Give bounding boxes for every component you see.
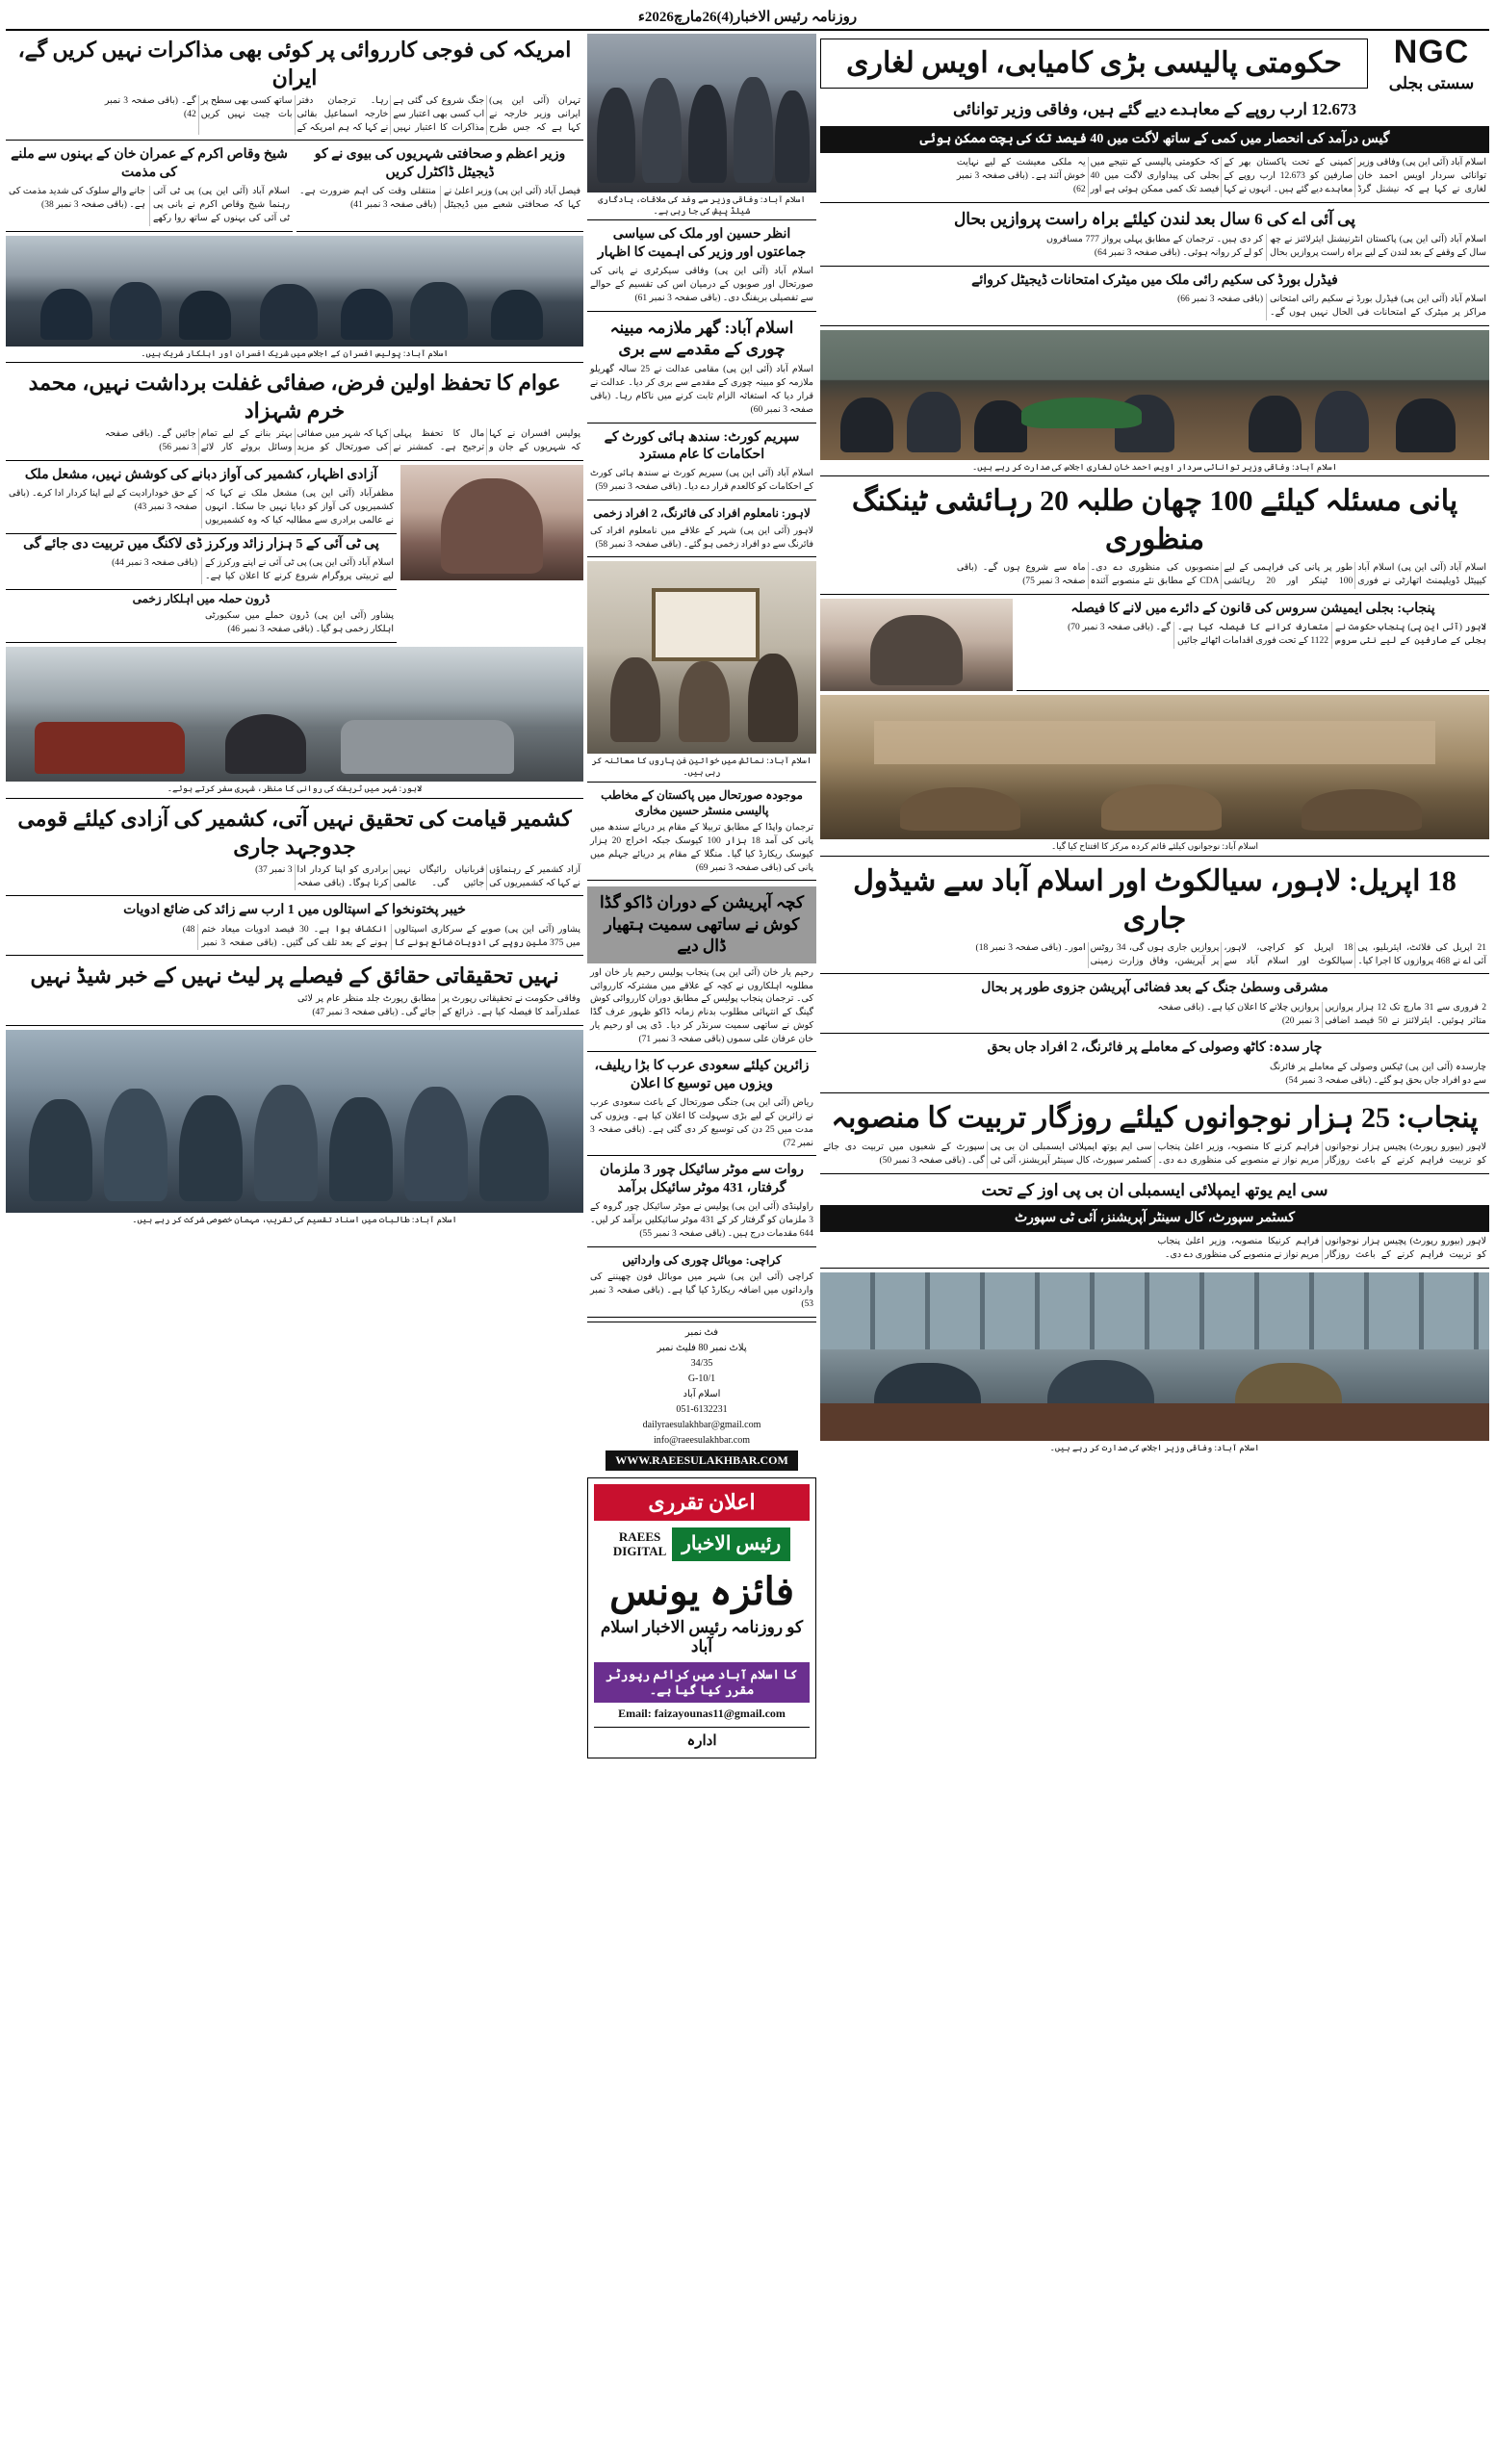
lead-head-row [820, 34, 1489, 96]
headline: روات سے موٹر سائیکل چور 3 ملزمان گرفتار، 431 موٹر سائیکل برآمد [600, 1163, 804, 1195]
story-body: رحیم یار خان (آئی این پی) پنجاب پولیس رحیم یار خان اور مطلوبہ اہلکاروں نے کچہ کے علاقے میں مشترکہ کارروائی کی۔ ترجمان پنجاب پولیس کے مطابق دوران کارروائی کوش گینگ کے انتہائی مطلوب بدنام زمانہ ڈاکو ظہور عرف گڈا کوش نے ساتھی سمیت سرنڈر کر دیا۔ ڈی پی او رحیم یار خان عرفان علی سموں (باقی صفحہ 3 نمبر 71) [590, 967, 813, 1044]
row-kp-hospital [6, 900, 583, 956]
lead-body: اسلام آباد (آئی این پی) وفاقی وزیر توانائی سردار اویس احمد خان لغاری نے کہا ہے کہ نیشنل گرڈ کمپنی کے تحت پاکستان بھر کے صارفین کو 12.673 ارب روپے کے معاہدے دیے گئے ہیں۔ انہوں نے کہا کہ حکومتی پالیسی کے نتیجے میں بجلی کی پیداواری لاگت میں 40 فیصد تک کمی ممکن ہوئی ہے اور یہ ملکی معیشت کے لیے نہایت خوش آئند ہے۔ (باقی صفحہ 3 نمبر 62) [956, 158, 1486, 194]
story-body: پولیس افسران نے کہا کہ شہریوں کے جان و مال کا تحفظ پہلی ترجیح ہے۔ کمشنر نے کہا کہ شہر میں صفائی کی صورتحال کو مزید بہتر بنانے کے لیے تمام وسائل بروئے کار لائے جائیں گے۔ (باقی صفحہ 3 نمبر 56) [104, 429, 580, 453]
contact-email-2[interactable]: info@raeesulakhbar.com [653, 1434, 750, 1446]
photo-caption: اسلام آباد: طالبات میں اسناد تقسیم کی تقریب، مہمان خصوصی شرکت کر رہے ہیں۔ [132, 1214, 457, 1224]
story-body: وفاقی حکومت نے تحقیقاتی رپورٹ پر عملدرآمد کا فیصلہ کیا ہے۔ ذرائع کے مطابق رپورٹ جلد منظر عام پر لائی جائے گی۔ (باقی صفحہ 3 نمبر 47) [297, 994, 580, 1018]
lead-subhead: 12.673 ارب روپے کے معاہدے دیے گئے ہیں، وفاقی وزیر توانائی [952, 100, 1357, 119]
headline: چار سدہ: کاٹھ وصولی کے معاملے پر فائرنگ، 2 افراد جاں بحق [987, 1040, 1323, 1056]
story-body: 21 اپریل کی فلائٹ، ایئربلیو، پی آئی اے نے 468 پروازوں کا اجرا کیا۔ 18 اپریل کو کراچی، لاہور، سیالکوٹ اور اسلام آباد سے پروازیں جاری ہوں گی، 34 روٹس پر آپریشن، وفاق وزارت زمینی امور۔ (باقی صفحہ 3 نمبر 18) [975, 942, 1486, 966]
story-body: اسلام آباد (آئی این پی) فیڈرل بورڈ نے سکیم رائی امتحانی مراکز پر میٹرک کے امتحانات فی الحال نہیں ہوں گے۔ (باقی صفحہ 3 نمبر 66) [1177, 295, 1486, 318]
photo-group-shield [587, 34, 816, 192]
headline: سی ایم یوتھ ایمپلائی ایسمبلی ان بی پی اوز کے تحت [981, 1180, 1328, 1199]
ad-email[interactable] [594, 1707, 810, 1721]
story-body: راولپنڈی (آئی این پی) پولیس نے موٹر سائیکل چور گروہ کے 3 ملزمان کو گرفتار کر کے 431 موٹر سائیکلیں برآمد کر لیں۔ 644 مقدمات درج ہیں۔ (باقی صفحہ 3 نمبر 55) [590, 1202, 813, 1239]
ad-title: اعلان تقرری [594, 1484, 810, 1521]
photo-figures [820, 695, 1489, 839]
story-theft-case [587, 316, 816, 424]
headline: نہیں تحقیقاتی حقائق کے فیصلے پر لیٹ نہیں کے خبر شیڈ نہیں [30, 963, 559, 988]
ad-person-name: فائزہ یونس [609, 1569, 794, 1613]
ad-role-line-1: کو روزنامہ رئیس الاخبار اسلام آباد [600, 1617, 804, 1656]
headline: 18 اپریل: لاہور، سیالکوٹ اور اسلام آباد سے شیڈول جاری [853, 864, 1456, 936]
headline: مشرقی وسطیٰ جنگ کے بعد فضائی آپریشن جزوی طور پر بحال [981, 981, 1328, 996]
contact-line-2: پلاٹ نمبر 80 فلیٹ نمبر [657, 1342, 747, 1353]
story-kashmir-azadi [6, 465, 397, 534]
ad-role-line-2: کا اسلام آباد میں کرائم رپورٹر مقرر کیا گیا ہے۔ [594, 1662, 810, 1703]
story-body: ریاض (آئی این پی) جنگی صورتحال کے باعث سعودی عرب نے زائرین کے لیے بڑی سہولت کا اعلان کیا ہے۔ ویزوں کی مدت میں 25 دن کی توسیع کر دی گئی ہے۔ (باقی صفحہ 3 نمبر 72) [590, 1098, 813, 1148]
story-awam-relief [6, 367, 583, 461]
photo-lady-portrait [400, 465, 583, 580]
story-body: اسلام آباد (آئی این پی) مقامی عدالت نے 25 سالہ گھریلو ملازمہ کو مبینہ چوری کے مقدمے سے بری کر دیا۔ عدالت نے قرار دیا کہ استغاثہ الزام ثابت کرنے میں ناکام رہا۔ (باقی صفحہ 3 نمبر 60) [590, 365, 813, 415]
photo-street-traffic [6, 647, 583, 782]
row-punjab-assembly [820, 599, 1489, 691]
contact-block [587, 1322, 816, 1474]
story-pti-5000 [6, 534, 397, 590]
ad-logo-digital-text: DIGITAL [612, 1544, 667, 1559]
headline: خیبر پختونخوا کے اسپتالوں میں 1 ارب سے زائد کی ضائع ادویات [123, 903, 466, 918]
ngc-logo-text: NGC [1393, 34, 1470, 70]
photo-art-gallery [587, 561, 816, 754]
story-body: لاہور (بیورو رپورٹ) پچیس ہزار نوجوانوں کو تربیت فراہم کرنے کے باعث روزگار فراہم کرنے کا منصوبہ، وزیر اعلیٰ پنجاب مریم نواز نے منصوبے کی منظوری دے دی۔ سی ایم یوتھ ایمپلائی ایسمبلی ان بی پی کسٹمر سپورٹ، کال سینٹر آپریشنز، آئی ٹی سپورٹ کے شعبوں میں تربیت دی جائے گی۔ (باقی صفحہ 3 نمبر 50) [823, 1142, 1486, 1166]
photo-figures [587, 561, 816, 754]
contact-phone[interactable]: 051-6132231 [676, 1403, 728, 1415]
headline-banner [587, 886, 816, 962]
headline: پانی مسئلہ کیلئے 100 چھان طلبہ 20 رہائشی ٹینکنگ منظوری [851, 485, 1458, 555]
headline: انظر حسین اور ملک کی سیاسی جماعتوں اور وزیر کی اہمیت کا اظہار [597, 227, 807, 260]
story-cda-100 [820, 480, 1489, 595]
photo-figures [820, 330, 1489, 460]
story-afghan-war [820, 978, 1489, 1034]
headline: عوام کا تحفظ اولین فرض، صفائی غفلت برداشت نہیں، محمد خرم شہزاد [28, 371, 561, 424]
figure-street [6, 647, 583, 799]
story-body: تہران (آئی این پی) ایرانی وزیر خارجہ نے کہا ہے کہ جس طرح جنگ شروع کی گئی ہے اب کسی بھی اعتبار سے مذاکرات کا اعتبار نہیں رہا۔ ترجمان دفتر خارجہ اسماعیل بقائی نے کہا کہ ہم امریکہ کے ساتھ کسی بھی سطح پر بات چیت نہیں کریں گے۔ (باقی صفحہ 3 نمبر 42) [104, 96, 580, 133]
photo-training-room [820, 695, 1489, 839]
photo-figures [6, 1030, 583, 1213]
figure-police [6, 236, 583, 364]
headline: کشمیر قیامت کی تحقیق نہیں آتی، کشمیر کی آزادی کیلئے قومی جدوجہد جاری [17, 806, 572, 859]
story-anzar-hussain [587, 224, 816, 311]
headline: پنجاب: بجلی ایمیشن سروس کی قانون کے دائرے میں لانے کا فیصلہ [1070, 602, 1435, 617]
story-kashmir-qayamat [6, 803, 583, 897]
story-supreme-court [587, 427, 816, 500]
headline: وزیر اعظم و صحافتی شہریوں کی بیوی نے کو ڈیجیٹل ڈاکٹرل کریں [314, 147, 566, 180]
ad-logo-green: رئیس الاخبار [672, 1527, 790, 1561]
figure-gallery [587, 561, 816, 782]
row-federal-board [820, 270, 1489, 326]
figure-bldg [820, 1272, 1489, 1457]
story-hakumat-tahqeeq [6, 960, 583, 1026]
figure-group [587, 34, 816, 220]
figure-portrait [820, 599, 1013, 691]
lead-headline-box [820, 38, 1368, 89]
photo-committee-meeting [820, 1272, 1489, 1441]
story-drone-attack [6, 590, 397, 643]
story-body: ترجمان واپڈا کے مطابق تربیلا کے مقام پر دریائے سندھ میں پانی کی آمد 18 ہزار 100 کیوسک جبکہ اخراج 20 ہزار کیوسک ریکارڈ کیا گیا۔ منگلا کے مقام پر دریائے جہلم میں پانی کی (باقی صفحہ 3 نمبر 69) [590, 823, 813, 873]
ad-email-value[interactable]: faizayounas11@gmail.com [654, 1706, 786, 1720]
ad-logo-raees: RAEES [618, 1528, 661, 1544]
column-middle [587, 34, 816, 2459]
story-sheikh-waqas [6, 144, 293, 231]
row-two-stories [6, 144, 583, 231]
story-body: اسلام آباد (آئی این پی) سپریم کورٹ نے سندھ ہائی کورٹ کے احکامات کو کالعدم قرار دے دیا۔ (باقی صفحہ 3 نمبر 59) [590, 469, 813, 493]
advertisement-block [587, 1477, 816, 1758]
photo-caption: اسلام آباد: نمائش میں خواتین فن پاروں کا معائنہ کر رہی ہیں۔ [587, 754, 816, 782]
contact-line-3: 34/35 [690, 1357, 713, 1369]
photo-figures [820, 1272, 1489, 1441]
headline: اسلام آباد: گھر ملازمہ مبینہ چوری کے مقدمے سے بری [609, 318, 794, 359]
photo-caption: لاہور: شہر میں ٹریفک کی روانی کا منظر، شہری سفر کرتے ہوئے۔ [6, 782, 583, 799]
story-saudi-visa [587, 1056, 816, 1156]
story-body: چارسدہ (آئی این پی) ٹیکس وصولی کے معاملے پر فائرنگ سے دو افراد جاں بحق ہو گئے۔ (باقی صفحہ 3 نمبر 54) [1270, 1062, 1486, 1086]
contact-line-4: G-10/1 [687, 1373, 716, 1384]
headline: پنجاب: 25 ہزار نوجوانوں کیلئے روزگار تربیت کا منصوبہ [831, 1102, 1479, 1135]
story-body: پشاور (آئی این پی) ڈرون حملے میں سکیورٹی اہلکار زخمی ہو گیا۔ (باقی صفحہ 3 نمبر 46) [205, 611, 394, 635]
story-april-18 [820, 860, 1489, 975]
story-kp-hospital [6, 900, 583, 956]
headline: کچہ آپریشن کے دوران ڈاکو گڈا کوش نے ساتھی سمیت ہتھیار ڈال دیے [599, 893, 805, 956]
story-body: فیصل آباد (آئی این پی) وزیر اعلیٰ نے کہا کہ صحافتی شعبے میں ڈیجیٹل منتقلی وقت کی اہم ضرورت ہے۔ (باقی صفحہ 3 نمبر 41) [299, 187, 580, 211]
figure-cert [6, 1030, 583, 1229]
story-body: اسلام آباد (آئی این پی) پاکستان انٹرنیشنل ایئرلائنز نے چھ سال کے وقفے کے بعد لندن کے لیے براہ راست پروازیں بحال کر دی ہیں۔ ترجمان کے مطابق پہلی پرواز 777 مسافروں کو لے کر روانہ ہوئی۔ (باقی صفحہ 3 نمبر 64) [1046, 235, 1486, 258]
photo-police-meeting [6, 236, 583, 346]
ad-footer: ادارہ [594, 1727, 810, 1750]
photo-figures [400, 465, 583, 580]
headline: فیڈرل بورڈ کی سکیم رائی ملک میں میٹرک امتحانات ڈیجیٹل کروائے [971, 272, 1338, 288]
story-body: کراچی (آئی این پی) شہر میں موبائل فون چھیننے کی وارداتوں میں اضافہ ریکارڈ کیا گیا ہے۔ (باقی صفحہ 3 نمبر 53) [590, 1272, 813, 1309]
story-body: مظفرآباد (آئی این پی) مشعل ملک نے کہا کہ کشمیریوں کی آواز کو دبایا نہیں جا سکتا۔ انہوں نے عالمی برادری سے مطالبہ کیا کہ وہ کشمیریوں کے حق خودارادیت کے لیے اپنا کردار ادا کرے۔ (باقی صفحہ 3 نمبر 43) [9, 489, 394, 526]
masthead [6, 4, 1489, 31]
lead-kicker: سستی بجلی [1388, 74, 1475, 92]
headline: شیخ وقاص اکرم کے عمران خان کے بہنوں سے ملنے کی مذمت [11, 147, 288, 180]
row-pia-federal [820, 207, 1489, 267]
story-tax-collection [820, 1038, 1489, 1093]
lead-headline: حکومتی پالیسی بڑی کامیابی، اویس لغاری [846, 47, 1342, 80]
cm-youth-subhead-band [820, 1205, 1489, 1232]
story-body: اسلام آباد (آئی این پی) اسلام آباد کیپیٹل ڈویلپمنٹ اتھارٹی نے فوری طور پر پانی کی فراہمی کے لیے 100 ٹینکر اور 20 رہائشی منصوبوں کی منظوری دے دی۔ CDA کے مطابق نئے منصوبے آئندہ ماہ سے شروع ہوں گے۔ (باقی صفحہ 3 نمبر 75) [956, 563, 1486, 587]
column-right [6, 34, 583, 2459]
headline: موجودہ صورتحال میں پاکستان کے مخاطب پالیسی منسٹر حسین مخاری [601, 787, 803, 817]
headline: سپریم کورٹ: سندھ ہائی کورٹ کے احکامات کا عام مسترد [604, 429, 800, 463]
photo-caption: اسلام آباد: نوجوانوں کیلئے قائم کردہ مرکز کا افتتاح کیا گیا۔ [820, 839, 1489, 857]
story-federal-board [820, 270, 1489, 326]
page-grid [6, 34, 1489, 2459]
contact-line-1: فٹ نمبر [684, 1326, 719, 1338]
lead-subhead-2: گیس درآمد کی انحصار میں کمی کے ساتھ لاگت میں 40 فیصد تک کی بچت ممکن ہوئی [919, 131, 1390, 146]
headline: زائرین کیلئے سعودی عرب کا بڑا ریلیف، ویزوں میں توسیع کا اعلان [594, 1059, 810, 1091]
story-water-situation [587, 786, 816, 882]
contact-email-1[interactable]: dailyraesulakhbar@gmail.com [642, 1419, 761, 1430]
headline: امریکہ کی فوجی کارروائی پر کوئی بھی مذاکرات نہیں کریں گے، ایران [17, 38, 572, 90]
story-body: اسلام آباد (آئی این پی) پی ٹی آئی رہنما شیخ وقاص اکرم نے بانی پی ٹی آئی کی بہنوں کے ساتھ روا رکھے جانے والے سلوک کی شدید مذمت کی ہے۔ (باقی صفحہ 3 نمبر 38) [9, 187, 290, 223]
figure-lady [400, 465, 583, 643]
story-kachha-operation [587, 885, 816, 1052]
story-body: آزاد کشمیر کے رہنماؤں نے کہا کہ کشمیریوں کی قربانیاں رائیگاں نہیں جائیں گی۔ عالمی برادری کو اپنا کردار ادا کرنا ہوگا۔ (باقی صفحہ 3 نمبر 37) [255, 864, 580, 888]
story-body: پشاور (آئی این پی) صوبے کے سرکاری اسپتالوں میں 375 ملین روپے کی ادویات ضائع ہونے کا انکشاف ہوا ہے۔ 30 فیصد ادویات میعاد ختم ہونے کے بعد تلف کی گئیں۔ (باقی صفحہ 3 نمبر 48) [182, 924, 581, 948]
story-punjab-assembly [1017, 599, 1489, 691]
ad-email-label: Email: [618, 1706, 652, 1720]
photo-certificate-ceremony [6, 1030, 583, 1213]
story-body: لاہور (آئی این پی) پنجاب حکومت نے بجلی کے صارفین کے لیے نئی سروس متعارف کرانے کا فیصلہ کیا ہے۔ 1122 کے تحت فوری اقدامات اٹھائے جائیں گے۔ (باقی صفحہ 3 نمبر 70) [1068, 623, 1486, 647]
photo-conference-table [820, 330, 1489, 460]
col-kashmir [6, 465, 397, 643]
column-left [820, 34, 1489, 2459]
row-kashmir-pti [6, 465, 583, 643]
story-cm-youth [820, 1178, 1489, 1269]
headline: آزادی اظہار، کشمیر کی آواز دبانے کی کوشش نہیں، مشعل ملک [24, 467, 378, 482]
photo-figures [6, 647, 583, 782]
photo-caption: اسلام آباد: وفاقی وزیر توانائی سردار اویس احمد خان لغاری اجلاس کی صدارت کر رہے ہیں۔ [820, 460, 1489, 477]
photo-figures [587, 34, 816, 192]
story-lahore-firing [587, 504, 816, 557]
headline: کراچی: موبائل چوری کی وارداتیں [622, 1252, 782, 1267]
row-tax-collection [820, 1038, 1489, 1093]
headline: ڈرون حملہ میں اہلکار زخمی [132, 591, 271, 605]
ad-logo [594, 1527, 810, 1561]
masthead-text: روزنامہ رئیس الاخبار(4)26مارچ2026ء [637, 9, 858, 25]
headline: پی ٹی آئی کے 5 ہزار زائد ورکرز ڈی لاکنگ میں تربیت دی جائے گی [23, 536, 379, 552]
contact-line-5: اسلام آباد [683, 1388, 721, 1399]
story-rawalpindi-motorcycle [587, 1160, 816, 1246]
row-afghan-war [820, 978, 1489, 1034]
story-body: 2 فروری سے 31 مارچ تک 12 ہزار پروازیں متاثر ہوئیں۔ ایئرلائنز نے 50 فیصد اضافی پروازیں چلانے کا اعلان کیا ہے۔ (باقی صفحہ 3 نمبر 20) [1157, 1002, 1486, 1026]
story-body: لاہور (بیورو رپورٹ) پچیس ہزار نوجوانوں کو تربیت فراہم کرنے کے باعث روزگار فراہم کرنیکا منصوبہ، وزیر اعلیٰ پنجاب مریم نواز نے منصوبے کی منظوری دے دی۔ [1157, 1237, 1486, 1261]
story-iran-nuclear [6, 34, 583, 141]
story-lead [820, 34, 1489, 203]
photo-official-portrait [820, 599, 1013, 691]
story-body: لاہور (آئی این پی) شہر کے علاقے میں نامعلوم افراد کی فائرنگ سے دو افراد زخمی ہو گئے۔ (باقی صفحہ 3 نمبر 58) [590, 526, 813, 550]
subhead: کسٹمر سپورٹ، کال سینٹر آپریشنز، آئی ٹی سپورٹ [1014, 1210, 1296, 1225]
photo-caption: اسلام آباد: وفاقی وزیر اجلاس کی صدارت کر رہے ہیں۔ [1049, 1442, 1260, 1452]
ad-logo-digital [613, 1529, 666, 1559]
headline: پی آئی اے کی 6 سال بعد لندن کیلئے براہ راست پروازیں بحال [953, 209, 1356, 228]
photo-caption: اسلام آباد: وفاقی وزیر سے وفد کی ملاقات، یادگاری شیلڈ پیش کی جا رہی ہے۔ [587, 192, 816, 220]
story-body: اسلام آباد (آئی این پی) وفاقی سیکرٹری نے پانی کی صورتحال اور صوبوں کے درمیان اس کی تقسیم کے حوالے سے تفصیلی بریفنگ دی۔ (باقی صفحہ 3 نمبر 61) [590, 267, 813, 303]
story-pia-london [820, 207, 1489, 267]
lead-subhead-2-band [820, 126, 1489, 153]
photo-figures [820, 599, 1013, 691]
story-minister-digital [296, 144, 583, 231]
photo-caption: اسلام آباد: پولیس افسران کے اجلاس میں شریک افسران اور اہلکار شریک ہیں۔ [6, 346, 583, 364]
figure-meeting-1 [820, 330, 1489, 477]
story-karachi-theft [587, 1251, 816, 1318]
ngc-logo [1374, 34, 1489, 96]
headline: لاہور: نامعلوم افراد کی فائرنگ، 2 افراد زخمی [593, 506, 811, 521]
figure-room [820, 695, 1489, 857]
photo-figures [6, 236, 583, 346]
contact-website[interactable]: WWW.RAEESULAKHBAR.COM [606, 1450, 798, 1471]
story-body: اسلام آباد (آئی این پی) پی ٹی آئی نے اپنے ورکرز کے لیے تربیتی پروگرام شروع کرنے کا اعلان کیا ہے۔ (باقی صفحہ 3 نمبر 44) [112, 558, 394, 581]
story-punjab-25000 [820, 1097, 1489, 1173]
